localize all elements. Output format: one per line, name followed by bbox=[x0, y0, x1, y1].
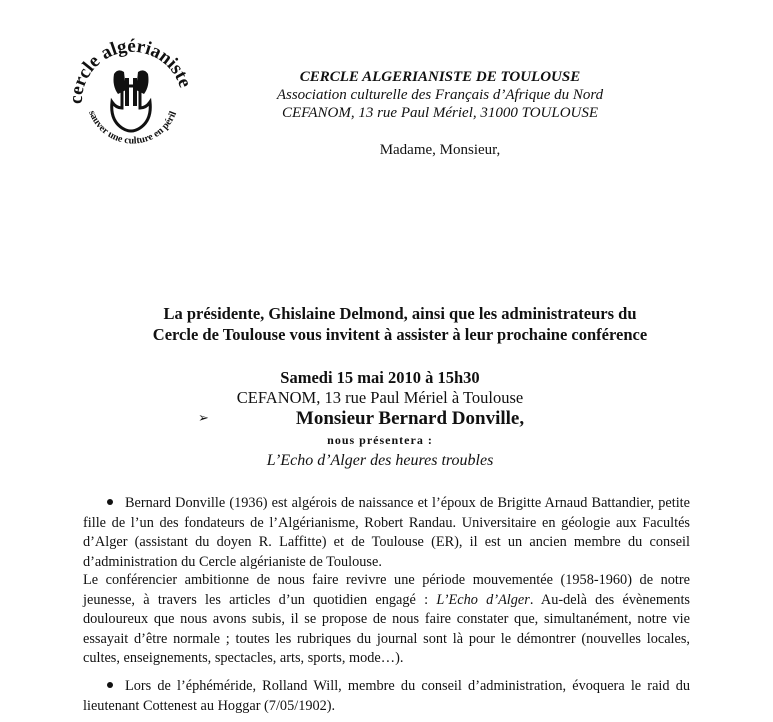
ephemeride-text: Lors de l’éphéméride, Rolland Will, membre du conseil d’administration, évoquera le raid du lieutenant Cottenest au Hoggar (7/05/1902). bbox=[83, 678, 690, 714]
description-text-before: Le conférencier ambitionne de nous faire revivre une période mouvementée (1958-1960) de notre jeunesse, à travers les articles d’un quotidien engagé : bbox=[83, 572, 690, 608]
event-presents: nous présentera : bbox=[327, 433, 433, 447]
logo-top-text: cercle algérianiste bbox=[65, 35, 196, 105]
talk-description-paragraph bbox=[83, 571, 690, 669]
ephemeride-paragraph bbox=[83, 677, 690, 716]
speaker-bio-paragraph bbox=[83, 494, 690, 572]
hand-of-fatima-icon bbox=[112, 70, 151, 131]
bullet-icon bbox=[107, 499, 113, 505]
event-speaker: Monsieur Bernard Donville, bbox=[295, 408, 525, 429]
description-text-after: . Au-delà des évènements douloureux que nous avons subis, il se propose de nous faire constater que, simultanément, notre vie essayait d’être normale ; toutes les rubriques du journal sont là pour le démontrer (nouvelles locales, cultes, enseignements, spectacles, arts, sports, mode…). bbox=[83, 591, 690, 666]
invitation-line-2: Cercle de Toulouse vous invitent à assister à leur prochaine conférence bbox=[152, 325, 648, 344]
logo-bottom-text: sauver une culture en péril bbox=[86, 109, 180, 147]
invitation-heading bbox=[100, 303, 700, 345]
newspaper-title: L’Echo d’Alger bbox=[436, 591, 530, 608]
bullet-icon bbox=[107, 682, 113, 688]
arrow-bullet-icon: ➢ bbox=[198, 410, 209, 425]
speaker-bio-text: Bernard Donville (1936) est algérois de naissance et l’époux de Brigitte Arnaud Battandier, petite fille de l’un des fondateurs de l’Algérianisme, Robert Randau. Universitaire en géologie aux Facultés d’Alger (assistant du doyen R. Laffitte) et de Toulouse (ER), il est un ancien membre du conseil d’administration du Cercle algérianiste de Toulouse. bbox=[83, 495, 690, 570]
org-name: CERCLE ALGERIANISTE DE TOULOUSE bbox=[299, 69, 581, 85]
cercle-algerianiste-logo bbox=[60, 28, 202, 156]
event-talk-title: L’Echo d’Alger des heures troubles bbox=[266, 452, 494, 469]
event-date: Samedi 15 mai 2010 à 15h30 bbox=[280, 368, 480, 387]
org-subtitle: Association culturelle des Français d’Afrique du Nord bbox=[276, 87, 604, 103]
event-location: CEFANOM, 13 rue Paul Mériel à Toulouse bbox=[236, 388, 524, 407]
salutation: Madame, Monsieur, bbox=[379, 142, 501, 158]
org-address: CEFANOM, 13 rue Paul Mériel, 31000 TOULOUSE bbox=[281, 105, 599, 121]
invitation-line-1: La présidente, Ghislaine Delmond, ainsi que les administrateurs du bbox=[163, 304, 637, 323]
